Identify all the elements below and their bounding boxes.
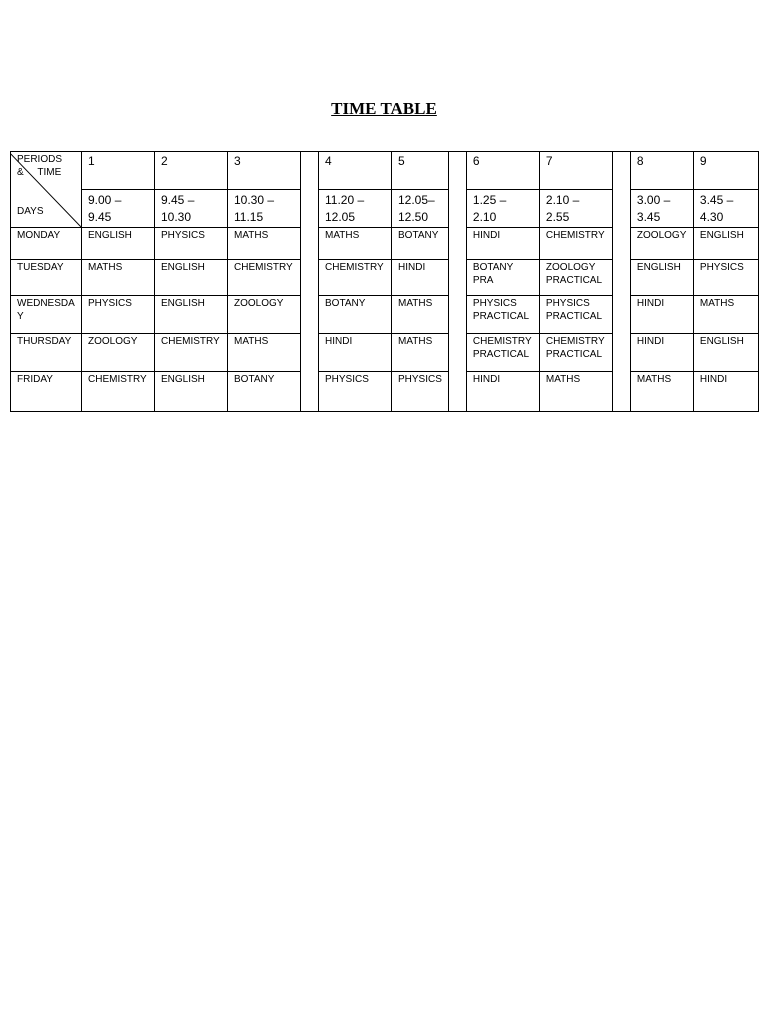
subject-cell: MATHS [693,296,758,334]
subject-cell: ZOOLOGY PRACTICAL [539,260,612,296]
period-number: 2 [155,152,228,190]
subject-cell: MATHS [392,334,449,372]
subject-cell: HINDI [630,334,693,372]
period-number: 6 [466,152,539,190]
periods-label-line1: PERIODS [17,154,63,165]
timetable [10,151,759,412]
period-number: 9 [693,152,758,190]
period-number: 1 [82,152,155,190]
subject-cell: MATHS [392,296,449,334]
period-number: 7 [539,152,612,190]
day-label: FRIDAY [11,372,82,412]
subject-cell: ENGLISH [155,296,228,334]
subject-cell: MATHS [82,260,155,296]
subject-cell: ENGLISH [630,260,693,296]
day-label: THURSDAY [11,334,82,372]
subject-cell: PHYSICS [693,260,758,296]
periods-time-label [17,153,62,179]
subject-cell: HINDI [466,228,539,260]
day-label: MONDAY [11,228,82,260]
subject-cell: HINDI [466,372,539,412]
subject-cell: ENGLISH [693,334,758,372]
subject-cell: ENGLISH [155,260,228,296]
period-time: 3.45 – 4.30 [693,190,758,228]
header-corner-cell [11,152,82,228]
periods-label-line2: & TIME [17,167,62,178]
subject-cell: ZOOLOGY [82,334,155,372]
subject-cell: ENGLISH [693,228,758,260]
subject-cell: PHYSICS PRACTICAL [466,296,539,334]
period-number-row [11,152,759,190]
break-spacer [448,152,466,412]
day-label: WEDNESDAY [11,296,82,334]
period-number: 4 [319,152,392,190]
subject-cell: MATHS [319,228,392,260]
period-time: 1.25 – 2.10 [466,190,539,228]
subject-cell: CHEMISTRY [228,260,301,296]
period-number: 3 [228,152,301,190]
subject-cell: HINDI [319,334,392,372]
days-label: DAYS [17,206,44,217]
subject-cell: HINDI [392,260,449,296]
period-time: 10.30 – 11.15 [228,190,301,228]
table-row [11,228,759,260]
subject-cell: HINDI [630,296,693,334]
period-time: 9.45 – 10.30 [155,190,228,228]
period-time: 12.05– 12.50 [392,190,449,228]
break-spacer [301,152,319,412]
subject-cell: ZOOLOGY [228,296,301,334]
table-row [11,260,759,296]
subject-cell: PHYSICS PRACTICAL [539,296,612,334]
period-number: 8 [630,152,693,190]
subject-cell: PHYSICS [155,228,228,260]
subject-cell: MATHS [228,334,301,372]
subject-cell: PHYSICS [319,372,392,412]
period-time-row [11,190,759,228]
table-row [11,372,759,412]
subject-cell: CHEMISTRY [539,228,612,260]
subject-cell: BOTANY [392,228,449,260]
period-time: 9.00 – 9.45 [82,190,155,228]
period-time: 11.20 – 12.05 [319,190,392,228]
subject-cell: CHEMISTRY [155,334,228,372]
subject-cell: MATHS [228,228,301,260]
subject-cell: BOTANY PRA [466,260,539,296]
table-row [11,334,759,372]
day-label: TUESDAY [11,260,82,296]
subject-cell: BOTANY [319,296,392,334]
subject-cell: HINDI [693,372,758,412]
subject-cell: MATHS [539,372,612,412]
subject-cell: CHEMISTRY PRACTICAL [466,334,539,372]
subject-cell: CHEMISTRY PRACTICAL [539,334,612,372]
subject-cell: CHEMISTRY [82,372,155,412]
subject-cell: ENGLISH [82,228,155,260]
table-row [11,296,759,334]
subject-cell: ENGLISH [155,372,228,412]
period-time: 2.10 – 2.55 [539,190,612,228]
subject-cell: PHYSICS [392,372,449,412]
subject-cell: PHYSICS [82,296,155,334]
subject-cell: CHEMISTRY [319,260,392,296]
subject-cell: ZOOLOGY [630,228,693,260]
page-title: TIME TABLE [331,99,437,118]
subject-cell: BOTANY [228,372,301,412]
break-spacer [612,152,630,412]
subject-cell: MATHS [630,372,693,412]
period-number: 5 [392,152,449,190]
period-time: 3.00 – 3.45 [630,190,693,228]
